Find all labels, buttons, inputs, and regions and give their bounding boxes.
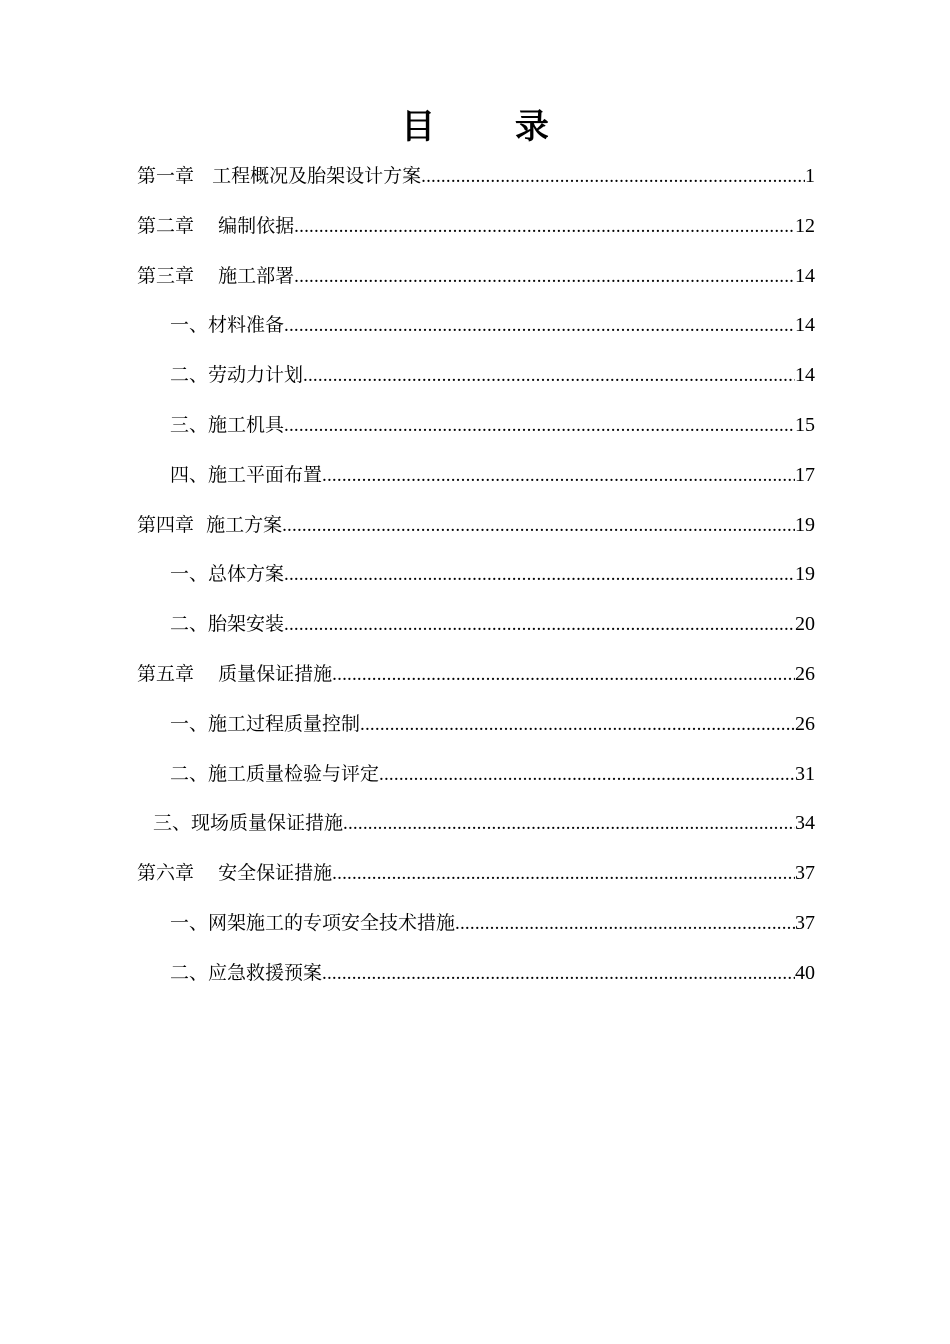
- toc-dot-leader: [284, 600, 795, 650]
- toc-entry-label: 二、劳动力计划: [170, 364, 304, 387]
- toc-dot-leader: [455, 899, 795, 949]
- toc-entry-chapter-6[interactable]: [137, 849, 815, 899]
- toc-entry-section[interactable]: [137, 899, 815, 949]
- toc-page-number: 15: [795, 413, 815, 436]
- toc-title: 目 录: [401, 107, 583, 147]
- toc-entry-chapter-2[interactable]: [137, 202, 815, 252]
- toc-page-number: 26: [795, 712, 815, 735]
- toc-entry-section[interactable]: [137, 550, 815, 600]
- toc-page-number: 37: [795, 911, 815, 934]
- toc-entry-label: 第五章 质量保证措施: [137, 662, 333, 685]
- toc-entry-label: 四、施工平面布置: [170, 463, 323, 486]
- table-of-contents: [137, 152, 815, 999]
- toc-entry-label: 一、网架施工的专项安全技术措施: [170, 911, 456, 934]
- toc-dot-leader: [284, 550, 795, 600]
- toc-page-number: 17: [795, 463, 815, 486]
- toc-page-number: 12: [795, 214, 815, 237]
- toc-dot-leader: [294, 252, 795, 302]
- toc-page-number: 14: [795, 264, 815, 287]
- toc-entry-label: 第一章 工程概况及胎架设计方案: [137, 165, 422, 187]
- toc-entry-section[interactable]: [137, 401, 815, 451]
- toc-page-number: 19: [795, 513, 815, 536]
- toc-entry-label: 一、总体方案: [170, 563, 285, 586]
- toc-dot-leader: [284, 301, 795, 351]
- toc-entry-section[interactable]: [137, 799, 815, 849]
- toc-entry-chapter-5[interactable]: [137, 650, 815, 700]
- toc-entry-section[interactable]: [137, 700, 815, 750]
- toc-entry-section[interactable]: [137, 451, 815, 501]
- toc-page-number: 20: [795, 613, 815, 636]
- toc-entry-section[interactable]: [137, 600, 815, 650]
- toc-entry-label: 二、胎架安装: [170, 613, 285, 636]
- toc-entry-label: 第三章 施工部署: [137, 264, 295, 287]
- toc-page-number: 14: [795, 364, 815, 387]
- toc-dot-leader: [284, 401, 795, 451]
- toc-entry-chapter-3[interactable]: [137, 252, 815, 302]
- toc-entry-section[interactable]: [137, 351, 815, 401]
- toc-page-number: 37: [795, 862, 815, 885]
- toc-dot-leader: [332, 849, 795, 899]
- toc-entry-label: 第六章 安全保证措施: [137, 862, 333, 885]
- toc-dot-leader: [379, 750, 795, 800]
- toc-entry-label: 一、材料准备: [170, 314, 285, 337]
- toc-entry-label: 二、应急救援预案: [170, 961, 323, 984]
- toc-entry-section[interactable]: [137, 301, 815, 351]
- toc-dot-leader: [294, 202, 795, 252]
- toc-page-number: 34: [795, 812, 815, 835]
- toc-page-number: 31: [795, 762, 815, 785]
- toc-dot-leader: [360, 700, 795, 750]
- toc-dot-leader: [332, 650, 795, 700]
- toc-entry-section[interactable]: [137, 750, 815, 800]
- toc-dot-leader: [322, 949, 795, 999]
- toc-entry-label: 三、现场质量保证措施: [153, 812, 344, 835]
- toc-entry-label: 第二章 编制依据: [137, 214, 295, 237]
- toc-entry-label: 第四章 施工方案: [137, 513, 283, 536]
- toc-dot-leader: [282, 501, 795, 551]
- toc-page-number: 26: [795, 662, 815, 685]
- toc-entry-section[interactable]: [137, 949, 815, 999]
- toc-entry-label: 三、施工机具: [170, 413, 285, 436]
- toc-entry-label: 一、施工过程质量控制: [170, 712, 361, 735]
- toc-entry-label: 二、施工质量检验与评定: [170, 762, 380, 785]
- toc-dot-leader: [343, 799, 795, 849]
- toc-page-number: 40: [795, 961, 815, 984]
- toc-entry-chapter-4[interactable]: [137, 501, 815, 551]
- toc-entry-chapter-1[interactable]: [137, 152, 815, 202]
- toc-page-number: 19: [795, 563, 815, 586]
- toc-dot-leader: [421, 152, 805, 202]
- toc-dot-leader: [303, 351, 795, 401]
- toc-page-number: 14: [795, 314, 815, 337]
- toc-page-number: 1: [805, 165, 815, 187]
- toc-dot-leader: [322, 451, 795, 501]
